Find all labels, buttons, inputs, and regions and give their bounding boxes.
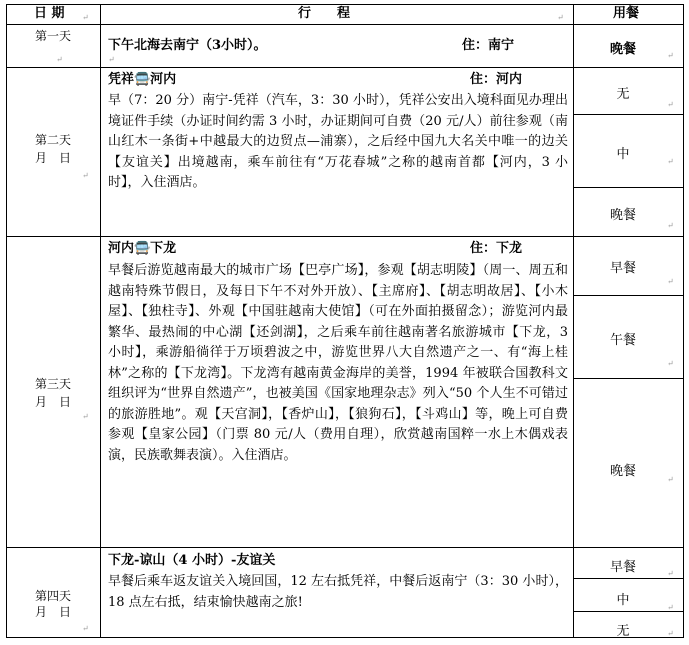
paragraph-mark: ↵ [667,629,674,638]
day4-meal-breakfast: 早餐 [609,560,636,575]
rule-top [6,4,684,5]
rule-date-col [100,4,101,638]
paragraph-mark: ↵ [667,569,674,578]
day2-meal-dinner: 晚餐 [609,208,636,223]
day2-meal-breakfast: 无 [616,87,630,102]
rule-meal [573,114,684,115]
paragraph-mark: ↵ [108,55,115,64]
rule-day1 [6,67,684,68]
day1-title: 下午北海去南宁（3小时）。 [108,38,267,53]
header-meal: 用餐 [613,6,640,21]
day2-label: 第二天 [34,133,71,147]
rule-header [6,24,684,25]
day3-body: 早餐后游览越南最大的城市广场【巴亭广场】，参观【胡志明陵】（周一、周五和越南特殊节假日，及每日下午不对外开放）、【主席府】、【胡志明故居】、【小木屋】、【独柱寺】、外观【中国驻越南大使馆】（可在外面拍摄留念）；游览河内最繁华、最热闹的中心湖【还剑湖】，之后乘车前往越南著名旅游城市【下龙，3 小时】，乘游船徜徉于万顷碧波之中，游览世界八大自然遗产之一、有“海上桂林”之称的【下龙湾】。下龙湾有越南黄金海岸的美誉，1994 年被联合国教科文组织评为“世界自然遗产”，也被美国《国家地理杂志》列入“50 个人生不可错过的旅游胜地”。观【天宫洞】，【香炉山】，【狼狗石】，【斗鸡山】等，晚上可自费参观【皇家公园】（门票 80 元/人（费用自理），欣赏越南国粹一水上木偶戏表演，民族歌舞表演）。入住酒店。 [108,263,568,463]
day2-meal-lunch: 中 [616,147,630,162]
rule-day2 [6,236,684,237]
day4-meal-lunch: 中 [616,593,630,608]
day2-body: 早（7：20 分）南宁-凭祥（汽车，3：30 小时），凭祥公安出入境科面见办理出境证件手续（办证时间约需 3 小时，办证期间可自费（20 元/人）前往参观（南山红木一条街+中越最大的边贸点—浦寨），之后经中国九大名关中唯一的边关【友谊关】出境越南，乘车前往有“万花春城”之称的越南首都【河内，3 小时】，入住酒店。 [108,93,568,190]
day3-stay: 住：下龙 [470,241,523,256]
day1-meal-dinner: 晚餐 [609,42,636,57]
day4-meal-dinner: 无 [616,624,630,639]
rule-meal [573,378,684,379]
day1-label: 第一天 [34,29,71,43]
day4-body: 早餐后乘车返友谊关入境回国，12 左右抵凭祥，中餐后返南宁（3：30 小时），18 点左右抵，结束愉快越南之旅! [108,574,568,610]
paragraph-mark: ↵ [557,13,564,22]
day1-stay: 住：南宁 [462,38,515,53]
rule-left [6,4,7,638]
paragraph-mark: ↵ [667,359,674,368]
day4-label: 第四天 [34,589,71,603]
day3-label: 第三天 [34,377,71,391]
day2-title: 凭祥🚍河内 [108,72,177,87]
rule-right [683,4,684,638]
day2-stay: 住：河内 [470,72,523,87]
day3-meal-lunch: 午餐 [609,333,636,348]
rule-day3 [6,547,684,548]
paragraph-mark: ↵ [82,412,89,421]
rule-meal [573,295,684,296]
header-date: 日 期 [34,6,65,21]
paragraph-mark: ↵ [667,51,674,60]
day3-meal-breakfast: 早餐 [609,261,636,276]
paragraph-mark: ↵ [667,221,674,230]
rule-meal [573,578,684,579]
day4-date: 月 日 [34,605,71,619]
day3-title: 河内🚍下龙 [108,241,177,256]
paragraph-mark: ↵ [667,100,674,109]
rule-meal [573,187,684,188]
day3-date: 月 日 [34,395,71,409]
paragraph-mark: ↵ [667,603,674,612]
day4-title: 下龙-谅山（4 小时）-友谊关 [108,553,276,568]
paragraph-mark: ↵ [667,157,674,166]
paragraph-mark: ↵ [82,13,89,22]
paragraph-mark: ↵ [667,277,674,286]
paragraph-mark: ↵ [667,475,674,484]
day3-meal-dinner: 晚餐 [609,464,636,479]
header-itinerary: 行 程 [298,6,351,21]
paragraph-mark: ↵ [82,171,89,180]
paragraph-mark: ↵ [56,55,63,64]
day2-date: 月 日 [34,151,71,165]
paragraph-mark: ↵ [82,624,89,633]
